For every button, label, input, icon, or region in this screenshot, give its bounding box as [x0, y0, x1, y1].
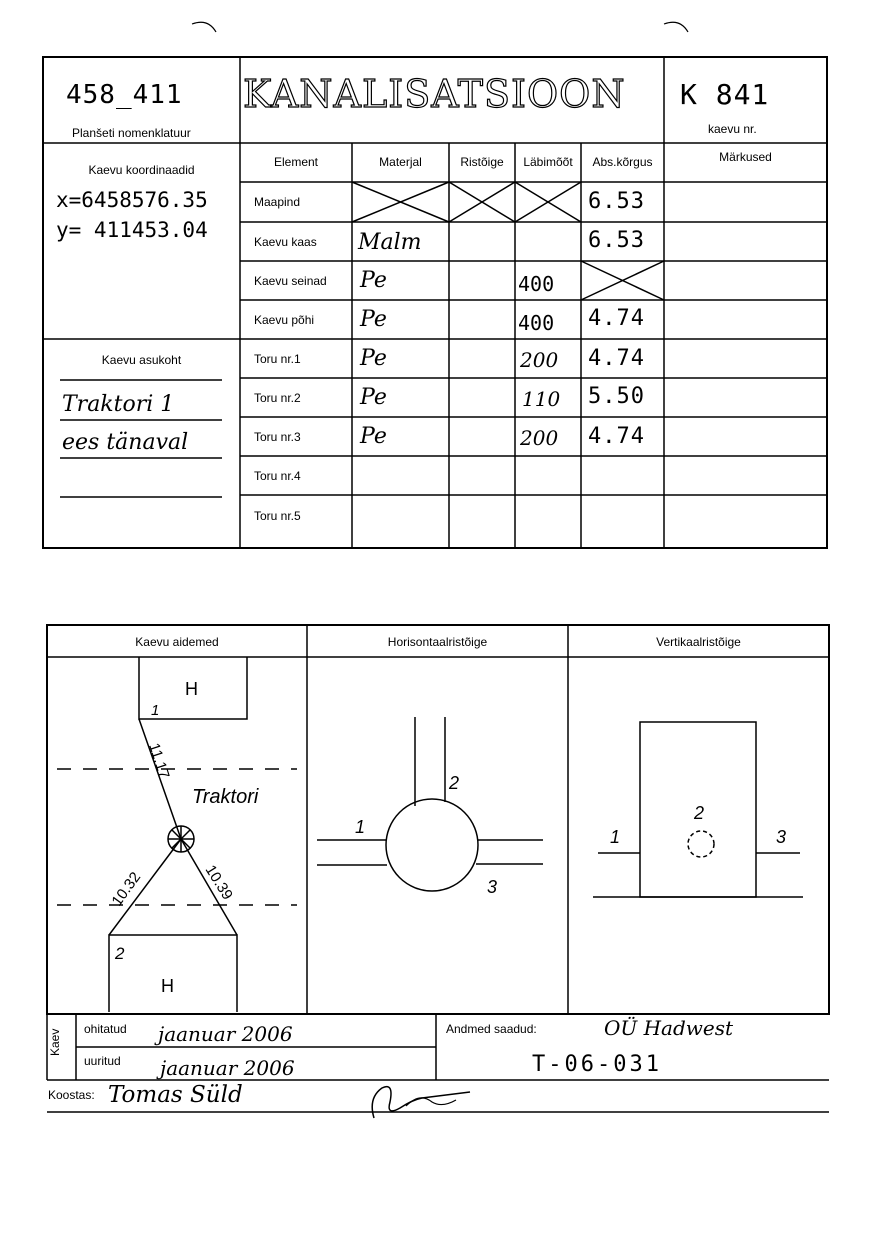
location-label: Kaevu asukoht: [101, 353, 182, 367]
row-height: 4.74: [588, 346, 645, 371]
horizontal-pipe-1-label: 1: [355, 817, 366, 837]
row-diameter: 400: [518, 311, 555, 335]
site-street-label: Traktori: [192, 786, 259, 808]
row-element: Toru nr.3: [254, 430, 301, 444]
row-element: Toru nr.5: [254, 509, 301, 523]
horizontal-section-sketch: [307, 657, 568, 1013]
coordinate-x: x=6458576.35: [56, 188, 208, 212]
column-header-diameter: Läbimõõt: [523, 155, 573, 169]
row-height: 4.74: [588, 306, 645, 331]
site-building-bottom-label: H: [161, 976, 174, 996]
row-material: Pe: [360, 424, 387, 449]
row-element: Kaevu põhi: [254, 313, 315, 327]
row-material: Pe: [360, 346, 387, 371]
location-line-2: ees tänaval: [62, 430, 189, 455]
vertical-pipe-2-label: 2: [694, 803, 705, 823]
column-header-element: Element: [273, 155, 319, 169]
surveyed-label: uuritud: [84, 1054, 121, 1068]
row-height: 6.53: [588, 228, 645, 253]
data-source-label: Andmed saadud:: [446, 1022, 537, 1036]
row-height: 5.50: [588, 384, 645, 409]
site-distance-left: 10.32: [108, 868, 145, 910]
document-number: T-06-031: [532, 1052, 662, 1077]
row-diameter: 400: [518, 272, 555, 296]
footer-side-label: Kaev: [48, 1028, 62, 1056]
row-height: 6.53: [588, 189, 645, 214]
vertical-pipe-3-label: 3: [776, 827, 787, 847]
row-material: Pe: [360, 385, 387, 410]
row-diameter: 200: [520, 348, 559, 372]
well-number-label: kaevu nr.: [708, 122, 757, 136]
site-sketch: [47, 657, 307, 1013]
row-material: Pe: [360, 268, 387, 293]
row-element: Toru nr.4: [254, 469, 301, 483]
sketch-header-horizontal: Horisontaalristõige: [387, 635, 488, 649]
site-building-top-label: H: [185, 679, 198, 699]
sketch-header-site: Kaevu aidemed: [135, 635, 219, 649]
sketch-header-vertical: Vertikaalristõige: [656, 635, 741, 649]
horizontal-pipe-3-label: 3: [487, 877, 498, 897]
measured-value: jaanuar 2006: [158, 1022, 293, 1046]
column-header-cross-section: Ristõige: [460, 155, 504, 169]
nomenclature-label: Planšeti nomenklatuur: [72, 126, 191, 140]
row-height: 4.74: [588, 424, 645, 449]
author-value: Tomas Süld: [108, 1082, 243, 1108]
column-header-remarks: Märkused: [719, 150, 772, 164]
well-number-value: K 841: [680, 78, 770, 111]
coordinates-label: Kaevu koordinaadid: [88, 163, 195, 177]
signature: [360, 1078, 480, 1124]
row-element: Toru nr.1: [254, 352, 301, 366]
row-element: Kaevu seinad: [254, 274, 327, 288]
coordinate-y: y= 411453.04: [56, 218, 208, 242]
row-element: Maapind: [254, 195, 301, 209]
site-distance-right: 10.39: [201, 862, 236, 903]
location-line-1: Traktori 1: [62, 392, 175, 417]
author-label: Koostas:: [48, 1088, 95, 1102]
nomenclature-value: 458_411: [66, 80, 183, 110]
row-material: Pe: [360, 307, 387, 332]
column-header-abs-height: Abs.kõrgus: [592, 155, 653, 169]
surveyed-value: jaanuar 2006: [160, 1056, 295, 1080]
data-source-value: OÜ Hadwest: [604, 1016, 734, 1040]
row-element: Toru nr.2: [254, 391, 301, 405]
horizontal-pipe-2-label: 2: [449, 773, 460, 793]
site-corner-bottom-label: 2: [115, 944, 125, 963]
vertical-pipe-1-label: 1: [610, 827, 621, 847]
vertical-section-sketch: [568, 657, 829, 1013]
row-element: Kaevu kaas: [254, 235, 317, 249]
row-diameter: 110: [522, 387, 561, 411]
row-diameter: 200: [520, 426, 559, 450]
column-header-material: Materjal: [379, 155, 422, 169]
page-title: KANALISATSIOON: [243, 72, 626, 116]
row-material: Malm: [358, 230, 422, 255]
measured-label: ohitatud: [84, 1022, 127, 1036]
site-corner-top-label: 1: [151, 702, 160, 719]
site-distance-top: 11.17: [145, 740, 173, 781]
